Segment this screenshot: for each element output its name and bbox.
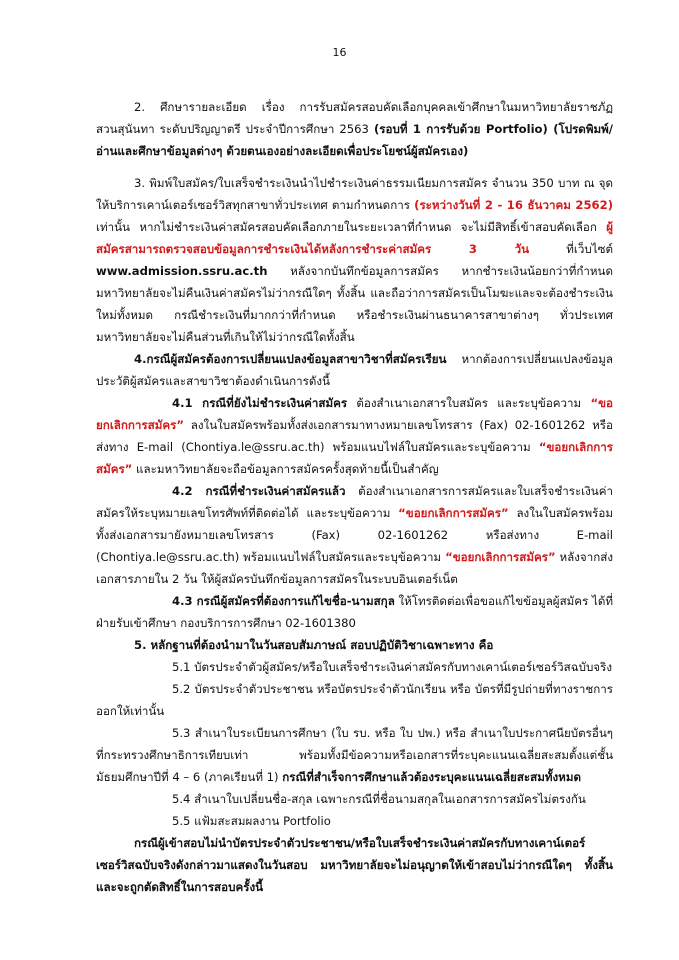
item-3-paragraph [96, 172, 613, 348]
closing-notice [96, 832, 613, 898]
item-4-2-paragraph [96, 480, 613, 590]
payment-period: (ระหว่างวันที่ 2 - 16 ธันวาคม 2562) [414, 198, 613, 212]
item-4-paragraph [96, 348, 613, 392]
item-5-2: 5.2 บัตรประจำตัวประชาชน หรือบัตรประจำตัวนักเรียน หรือ บัตรที่มีรูปถ่ายที่ทางราชการออกให้เท่านั้น [96, 682, 613, 718]
document-body [96, 96, 613, 898]
item-2-text: 2. ศึกษารายละเอียด เรื่อง การรับสมัครสอบคัดเลือกบุคคลเข้าศึกษาในมหาวิทยาลัยราชภัฏสวนสุนันทา ระดับปริญญาตรี ประจำปีการศึกษา 2563 [96, 100, 613, 136]
admission-website-link[interactable]: www.admission.ssru.ac.th [96, 264, 268, 278]
item-5-heading-paragraph [96, 634, 613, 656]
item-4-text: หากต้องการเปลี่ยนแปลงข้อมูลประวัติผู้สมัครและสาขาวิชาต้องดำเนินการดังนี้ [96, 352, 613, 388]
item-5-3-bold: กรณีที่สำเร็จการศึกษาแล้วต้องระบุคะแนนเฉลี่ยสะสมทั้งหมด [282, 770, 581, 784]
item-4-3-text: ให้โทรติดต่อเพื่อขอแก้ไขข้อมูลผู้สมัคร ได้ที่ฝ่ายรับเข้าศึกษา กองบริการการศึกษา 02-1601380 [96, 594, 613, 630]
payment-check-notice: ผู้สมัครสามารถตรวจสอบข้อมูลการชำระเงินได้หลังการชำระค่าสมัคร 3 วัน [96, 220, 613, 256]
item-4-2-text-2: ลงในใบสมัครพร้อมทั้งส่งเอกสารมายังหมายเลขโทรสาร (Fax) 02-1601262 หรือส่งทาง E-mail (Chontiya.le@ssru.ac.th) พร้อมแนบไฟล์ใบสมัครและระบุข้อความ [96, 506, 613, 564]
item-5-5: 5.5 แฟ้มสะสมผลงาน Portfolio [172, 814, 331, 828]
cancel-phrase: “ขอยกเลิกการสมัคร” [445, 550, 556, 564]
item-5-heading: 5. หลักฐานที่ต้องนำมาในวันสอบสัมภาษณ์ สอบปฏิบัติวิชาเฉพาะทาง คือ [134, 638, 494, 652]
item-5-3 [96, 722, 613, 788]
item-4-1-paragraph [96, 392, 613, 480]
item-3-text-3: ที่เว็บไซต์ [529, 242, 613, 256]
cancel-phrase: “ขอยกเลิกการสมัคร” [96, 396, 613, 432]
item-4-2-heading: 4.2 กรณีที่ชำระเงินค่าสมัครแล้ว [172, 484, 346, 498]
item-4-1-text-1: ต้องสำเนาเอกสารใบสมัคร และระบุข้อความ [347, 396, 591, 410]
cancel-phrase: “ขอยกเลิกการสมัคร” [398, 506, 509, 520]
item-2-bold-note: (รอบที่ 1 การรับด้วย Portfolio) (โปรดพิมพ์/อ่านและศึกษาข้อมูลต่างๆ ด้วยตนเองอย่างละเอียดเพื่อประโยชน์ผู้สมัครเอง) [96, 122, 613, 158]
item-3-text-2: เท่านั้น หากไม่ชำระเงินค่าสมัครสอบคัดเลือกภายในระยะเวลาที่กำหนด จะไม่มีสิทธิ์เข้าสอบคัดเลือก [96, 220, 607, 234]
page-number: 16 [332, 46, 347, 59]
item-5-4: 5.4 สำเนาใบเปลี่ยนชื่อ-สกุล เฉพาะกรณีที่ชื่อนามสกุลในเอกสารการสมัครไม่ตรงกัน [172, 792, 586, 806]
item-5-1: 5.1 บัตรประจำตัวผู้สมัคร/หรือใบเสร็จชำระเงินค่าสมัครกับทางเคาน์เตอร์เซอร์วิสฉบับจริง [172, 660, 612, 674]
item-4-1-text-3: และมหาวิทยาลัยจะถือข้อมูลการสมัครครั้งสุดท้ายนี้เป็นสำคัญ [132, 462, 439, 476]
item-3-text-1: 3. พิมพ์ใบสมัคร/ใบเสร็จชำระเงินนำไปชำระเงินค่าธรรมเนียมการสมัคร จำนวน 350 บาท ณ จุดให้บริการเคาน์เตอร์เซอร์วิสทุกสาขาทั่วประเทศ ตามกำหนดการ [96, 176, 613, 212]
cancel-phrase: “ขอยกเลิกการสมัคร” [96, 440, 613, 476]
item-4-1-heading: 4.1 กรณีที่ยังไม่ชำระเงินค่าสมัคร [172, 396, 348, 410]
item-2-paragraph [96, 96, 613, 162]
item-5-3-text: 5.3 สำเนาใบระเบียนการศึกษา (ใบ รบ. หรือ ใบ ปพ.) หรือ สำเนาใบประกาศนียบัตรอื่นๆ ที่กระทรวงศึกษาธิการเทียบเท่า พร้อมทั้งมีข้อความหรือเอกสารที่ระบุคะแนนเฉลี่ยสะสมตั้งแต่ชั้นมัธยมศึกษาปีที่ 4 – 6 (ภาคเรียนที่ 1) [96, 726, 613, 784]
closing-notice-text: กรณีผู้เข้าสอบไม่นำบัตรประจำตัวประชาชน/หรือใบเสร็จชำระเงินค่าสมัครกับทางเคาน์เตอร์เซอร์วิสฉบับจริงดังกล่าวมาแสดงในวันสอบ มหาวิทยาลัยจะไม่อนุญาตให้เข้าสอบไม่ว่ากรณีใดๆ ทั้งสิ้น และจะถูกตัดสิทธิ์ในการสอบครั้งนี้ [96, 836, 613, 894]
item-4-heading: 4.กรณีผู้สมัครต้องการเปลี่ยนแปลงข้อมูลสาขาวิชาที่สมัครเรียน [134, 352, 447, 366]
item-4-2-text-1: ต้องสำเนาเอกสารการสมัครและใบเสร็จชำระเงินค่าสมัครให้ระบุหมายเลขโทรศัพท์ที่ติดต่อได้ และระบุข้อความ [96, 484, 614, 520]
item-4-2-text-3: หลังจากส่งเอกสารภายใน 2 วัน ให้ผู้สมัครบันทึกข้อมูลการสมัครในระบบอินเตอร์เน็ต [96, 550, 613, 586]
item-4-3-paragraph [96, 590, 613, 634]
item-3-text-4: หลังจากบันทึกข้อมูลการสมัคร หากชำระเงินน้อยกว่าที่กำหนดมหาวิทยาลัยจะไม่คืนเงินค่าสมัครไม่ว่ากรณีใดๆ ทั้งสิ้น และถือว่าการสมัครเป็นโมฆะและจะต้องชำระเงินใหม่ทั้งหมด กรณีชำระเงินที่มากกว่าที่กำหนด หรือชำระเงินผ่านธนาคารสาขาต่างๆ ทั่วประเทศ มหาวิทยาลัยจะไม่คืนส่วนที่เกินให้ไม่ว่ากรณีใดทั้งสิ้น [96, 264, 613, 344]
item-4-1-text-2: ลงในใบสมัครพร้อมทั้งส่งเอกสารมาทางหมายเลขโทรสาร (Fax) 02-1601262 หรือส่งทาง E-mail (Chontiya.le@ssru.ac.th) พร้อมแนบไฟล์ใบสมัครและระบุข้อความ [96, 418, 613, 454]
item-4-3-heading: 4.3 กรณีผู้สมัครที่ต้องการแก้ไขชื่อ-นามสกุล [172, 594, 395, 608]
